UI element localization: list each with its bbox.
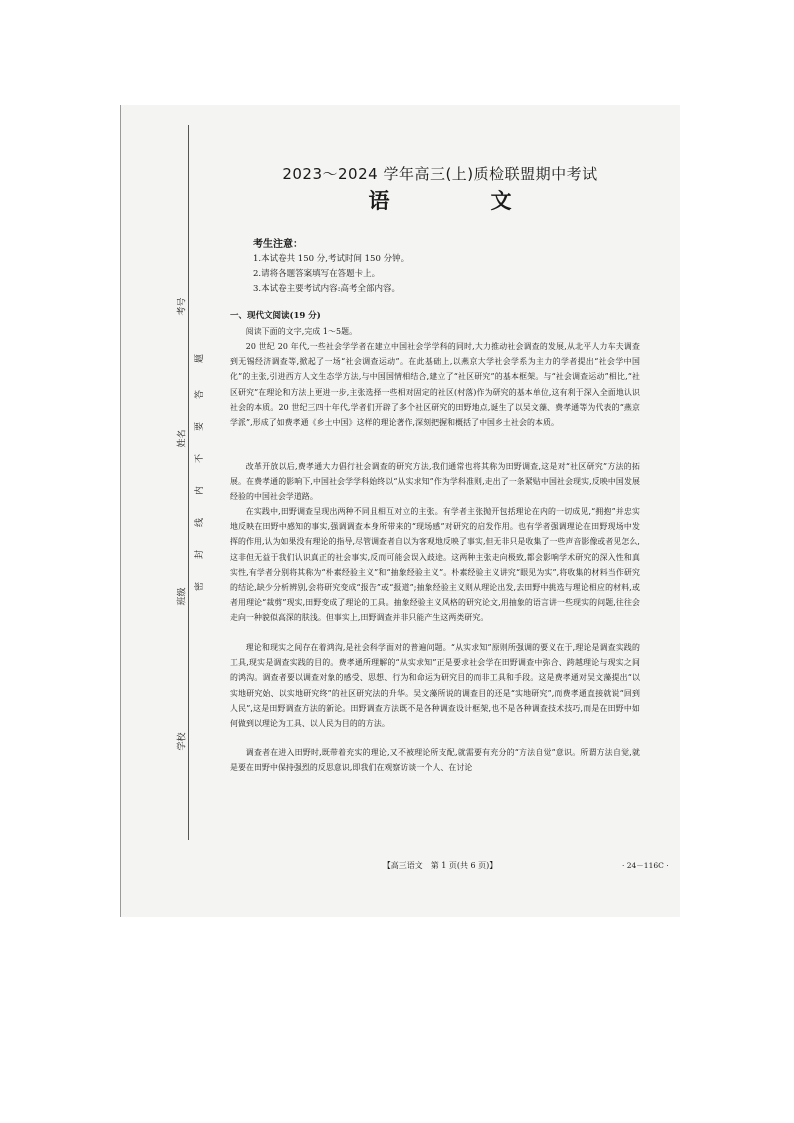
binding-line <box>188 125 189 840</box>
school-label: 学校 <box>177 732 188 751</box>
notice-item: 3.本试卷主要考试内容:高考全部内容。 <box>253 284 400 294</box>
warning-char: 封 <box>195 549 206 560</box>
class-label: 班级 <box>177 587 188 606</box>
name-label: 姓名 <box>177 429 188 448</box>
section-heading: 一、现代文阅读(19 分) <box>230 311 321 321</box>
notice-item: 1.本试卷共 150 分,考试时间 150 分钟。 <box>253 254 410 264</box>
paragraph: 理论和现实之间存在着鸿沟,是社会科学面对的普遍问题。“从实求知”原则所强调的要义在于,理论是调查实践的工具,现实是调查实践的目的。费孝通所理解的“从实求知”正是要求社会学在田野调查中弥合、跨越理论与现实之间的鸿沟。调查者要以调查对象的感受、思想、行为和命运为研究目的而非工具和手段。这是费孝通对吴文藻提出“以实地研究始、以实地研究终”的社区研究法的升华。吴文藻所说的调查目的还是“实地研究”,而费孝通直接就说“回到人民”,这是田野调查方法的新论。田野调查方法既不是各种调查设计框架,也不是各种调查技术技巧,而是在田野中如何做到以理论为工具、以人民为目的的方法。 <box>230 643 640 729</box>
warning-char: 题 <box>195 353 206 364</box>
paragraph: 改革开放以后,费孝通大力倡行社会调查的研究方法,我们通常也将其称为田野调查,这是对“社区研究”方法的拓展。在费孝通的影响下,中国社会学学科始终以“从实求知”作为学科准则,走出了一条紧贴中国社会现实,反映中国发展经验的中国社会学道路。 <box>230 462 640 502</box>
warning-char: 内 <box>195 485 206 496</box>
warning-char: 要 <box>195 421 206 432</box>
notice-heading: 考生注意： <box>253 239 303 250</box>
paragraph: 调查者在进入田野时,既带着充实的理论,又不被理论所支配,就需要有充分的“方法自觉”意识。所谓方法自觉,就是要在田野中保持强烈的反思意识,即我们在观察访谈一个人、在讨论 <box>230 748 640 773</box>
warning-char: 不 <box>195 453 206 464</box>
subject-title: 语 文 <box>368 188 552 213</box>
page-edge-line <box>120 105 121 917</box>
page-number: 【高三语文 第 1 页(共 6 页)】 <box>382 861 498 870</box>
paragraph: 20 世纪 20 年代,一些社会学学者在建立中国社会学学科的同时,大力推动社会调查的发展,从北平人力车夫调查到无锡经济调查等,掀起了一场“社会调查运动”。在此基础上,以燕京大学社会学系为主力的学者提出“社会学中国化”的主张,引进西方人文生态学方法,与中国国情相结合,建立了“社区研究”的基本框架。与“社会调查运动”相比,“社区研究”在理论和方法上更进一步,主张选择一些相对固定的社区(村落)作为研究的基本单位,这有利于深入全面地认识社会的本质。20 世纪三四十年代,学者们开辟了多个社区研究的田野地点,诞生了以吴文藻、费孝通等为代表的“燕京学派”,形成了如费孝通《乡土中国》这样的理论著作,深刻把握和概括了中国乡土社会的本质。 <box>230 342 640 428</box>
warning-char: 密 <box>195 581 206 592</box>
notice-item: 2.请将各题答案填写在答题卡上。 <box>253 269 381 279</box>
exam-number-label: 考号 <box>177 297 188 316</box>
warning-char: 线 <box>195 517 206 528</box>
paragraph: 在实践中,田野调查呈现出两种不同且相互对立的主张。有学者主张抛开包括理论在内的一切成见,“拥抱”并忠实地反映在田野中感知的事实,强调调查本身所带来的“现场感”对研究的启发作用。也有学者强调理论在田野现场中发挥的作用,认为如果没有理论的指导,尽管调查者自以为客观地反映了事实,但无非只是收集了一些声音影像或者见怎么,这非但无益于我们认识真正的社会事实,反而可能会误入歧途。这两种主张走向极致,都会影响学术研究的深入性和真实性,有学者分别将其称为“朴素经验主义”和“抽象经验主义”。朴素经验主义讲究“眼见为实”,将收集的材料当作研究的结论,缺少分析辨别,会将研究变成“报告”或“报道”;抽象经验主义则从理论出发,去田野中挑选与理论相应的材料,或者用理论“裁剪”现实,田野变成了理论的工具。抽象经验主义风格的研究论文,用抽象的语言讲一些现实的问题,往往会走向一种貌似高深的肤浅。但事实上,田野调查并非只能产生这两类研究。 <box>230 507 640 623</box>
warning-char: 答 <box>195 389 206 400</box>
paper-code: · 24－116C · <box>622 861 669 870</box>
exam-title: 2023～2024 学年高三(上)质检联盟期中考试 <box>282 165 598 183</box>
section-intro: 阅读下面的文字,完成 1～5题。 <box>245 327 358 336</box>
